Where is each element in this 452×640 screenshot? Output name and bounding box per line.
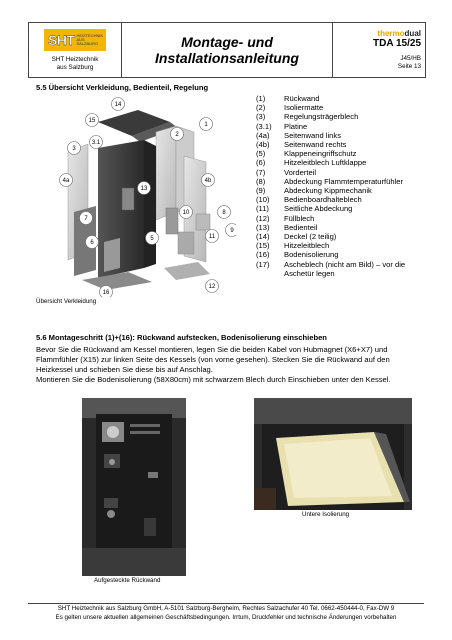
- legend-text: Platine: [284, 121, 308, 131]
- diagram-callout-label: 2: [175, 132, 179, 138]
- legend-number: (10): [256, 195, 270, 205]
- legend-number: (15): [256, 241, 270, 251]
- legend-number: (16): [256, 250, 270, 260]
- legend-item: [256, 94, 432, 103]
- header-model-cell: [333, 23, 425, 77]
- legend-text: Vorderteil: [284, 167, 317, 177]
- legend-number: (17): [256, 259, 270, 269]
- diagram-callout-label: 11: [208, 234, 216, 240]
- diagram-callout-label: 3.1: [91, 140, 101, 146]
- legend-text: Abdeckung Kippmechanik: [284, 186, 372, 196]
- sht-logo: SHT HEIZTECHNIK AUS SALZBURG: [44, 29, 106, 51]
- legend-number: (4a): [256, 130, 270, 140]
- legend-text: Seitliche Abdeckung: [284, 204, 353, 214]
- legend-item: [256, 158, 432, 167]
- diagram-callout-label: 5: [150, 236, 154, 242]
- legend-item: [256, 140, 432, 149]
- parts-legend: [256, 94, 432, 278]
- diagram-callout-label: 4a: [62, 178, 70, 184]
- legend-number: (7): [256, 167, 266, 177]
- legend-text: Klappeneingriffschutz: [284, 149, 357, 159]
- legend-number: (6): [256, 158, 266, 168]
- page-header: [28, 22, 426, 78]
- document-title: Montage- und Installationsanleitung: [155, 34, 299, 66]
- legend-item: [256, 168, 432, 177]
- legend-item: [256, 232, 432, 241]
- diagram-callout-label: 12: [208, 284, 216, 290]
- legend-item: [256, 195, 432, 204]
- legend-text: Abdeckung Flammtemperaturfühler: [284, 176, 404, 186]
- diagram-callout-label: 8: [222, 210, 226, 216]
- legend-item: [256, 250, 432, 259]
- legend-text: Deckel (2 teilig): [284, 232, 337, 242]
- legend-item: [256, 186, 432, 195]
- exploded-view-diagram: [48, 92, 236, 297]
- legend-text: Bedienteil: [284, 222, 318, 232]
- model-name: TDA 15/25: [373, 38, 421, 49]
- legend-text: Regelungsträgerblech: [284, 112, 359, 122]
- legend-item: [256, 122, 432, 131]
- header-title-cell: [122, 23, 333, 77]
- legend-item: [256, 260, 432, 278]
- legend-item: [256, 177, 432, 186]
- legend-number: (3.1): [256, 121, 272, 131]
- photo-rear-wall: [82, 398, 186, 576]
- diagram-callout-label: 13: [140, 186, 148, 192]
- legend-text: Rückwand: [284, 94, 320, 103]
- photo-floor-insulation: [254, 398, 412, 510]
- photo-left-caption: Aufgesteckte Rückwand: [94, 577, 161, 584]
- legend-number: (11): [256, 204, 269, 214]
- legend-text: Hitzeleitblech Luftklappe: [284, 158, 367, 168]
- legend-item: [256, 149, 432, 158]
- legend-number: (9): [256, 186, 266, 196]
- section-5-5-title: 5.5 Übersicht Verkleidung, Bedienteil, Regelung: [36, 83, 209, 92]
- legend-text: Ascheblech (nicht am Bild) – vor die Aschetür legen: [284, 259, 406, 278]
- doc-id: J45/HB Seite 13: [397, 55, 421, 70]
- legend-item: [256, 103, 432, 112]
- section-5-6-title: 5.6 Montageschritt (1)+(16): Rückwand aufstecken, Bodenisolierung einschieben: [36, 333, 327, 342]
- legend-number: (14): [256, 232, 270, 242]
- legend-number: (2): [256, 103, 266, 113]
- legend-text: Bodenisolierung: [284, 250, 339, 260]
- legend-item: [256, 131, 432, 140]
- footer-address: SHT Heiztechnik aus Salzburg GmbH, A-5101 Salzburg-Bergheim, Rechtes Salzachufer 40 Tel. 0662-450444-0, Fax-DW 9: [57, 605, 395, 612]
- legend-item: [256, 223, 432, 232]
- legend-number: (12): [256, 213, 270, 223]
- legend-item: [256, 204, 432, 213]
- diagram-callout-label: 6: [90, 240, 94, 246]
- instruction-paragraph-2: Montieren Sie die Bodenisolierung (58X80cm) mit schwarzem Blech durch Einschieben unter den Kessel.: [36, 375, 391, 384]
- company-name: SHT Heiztechnik aus Salzburg: [51, 55, 99, 71]
- thermodual-logo: thermodual: [377, 29, 421, 38]
- diagram-callout-label: 3: [72, 146, 76, 152]
- legend-item: [256, 241, 432, 250]
- footer-disclaimer: Es gelten unsere aktuellen allgemeinen Geschäftsbedingungen. Irrtum, Druckfehler und technische Änderungen vorbehalten: [55, 614, 397, 621]
- legend-text: Seitenwand links: [284, 130, 341, 140]
- photo-right-caption: Untere Isolierung: [302, 511, 350, 518]
- diagram-callout-label: 16: [102, 290, 110, 296]
- diagram-callout-label: 14: [114, 102, 122, 108]
- diagram-callout-label: 4b: [204, 178, 212, 184]
- diagram-caption: Übersicht Verkleidung: [36, 298, 97, 305]
- legend-number: (5): [256, 149, 266, 159]
- legend-text: Hitzeleitblech: [284, 241, 330, 251]
- diagram-callout-label: 1: [204, 122, 208, 128]
- legend-number: (13): [256, 222, 270, 232]
- legend-text: Seitenwand rechts: [284, 140, 347, 150]
- diagram-callout-label: 10: [182, 210, 190, 216]
- header-company-cell: [29, 23, 122, 77]
- diagram-callout-label: 7: [84, 216, 88, 222]
- diagram-callout-label: 9: [230, 228, 234, 234]
- legend-number: (4b): [256, 140, 270, 150]
- legend-number: (1): [256, 94, 266, 103]
- legend-text: Füllblech: [284, 213, 315, 223]
- diagram-callout-label: 15: [88, 118, 96, 124]
- legend-text: Bedienboardhalteblech: [284, 195, 362, 205]
- legend-number: (3): [256, 112, 266, 122]
- legend-text: Isoliermatte: [284, 103, 324, 113]
- legend-number: (8): [256, 176, 266, 186]
- instruction-paragraph-1: Bevor Sie die Rückwand am Kessel montieren, legen Sie die beiden Kabel von Hubmagnet (X6+X7) und Flammfühler (X15) zur linken Seite des Kessels (von vorne gesehen). Stecken Sie die Rückwand auf den Heizkessel und schieben Sie diese bis auf Anschlag.: [36, 345, 390, 374]
- footer-divider: [28, 603, 424, 604]
- legend-item: [256, 214, 432, 223]
- legend-item: [256, 112, 432, 121]
